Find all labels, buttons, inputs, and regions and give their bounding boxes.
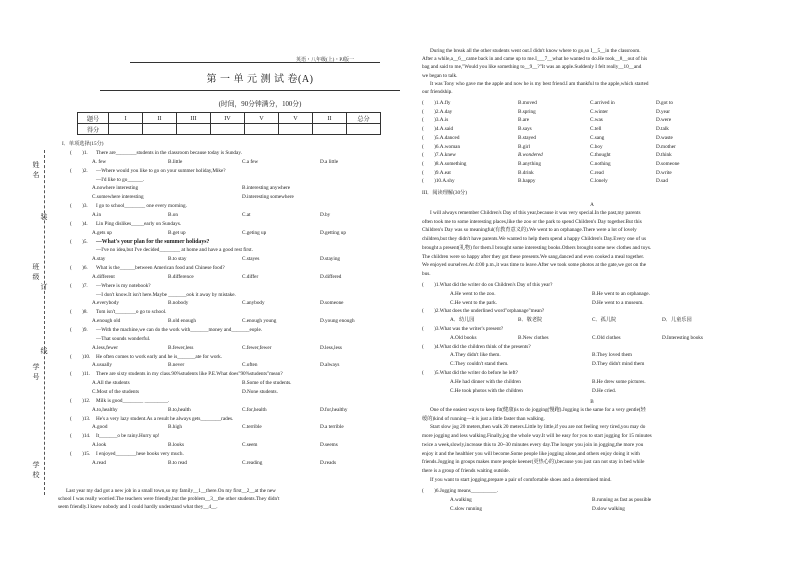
cloze-option-row [422, 170, 782, 177]
question-number[interactable]: ( )5. [70, 238, 88, 245]
option[interactable]: A.stay [92, 256, 106, 263]
option[interactable]: B.high [168, 424, 182, 431]
option[interactable]: B.looks [168, 442, 184, 449]
question-number[interactable]: ( )8. [70, 309, 88, 316]
score-input-cell[interactable] [143, 124, 177, 135]
answer-row [70, 336, 400, 343]
score-cell: III [177, 113, 211, 124]
score-input-cell[interactable] [211, 124, 245, 135]
option[interactable]: B.difference [168, 273, 194, 280]
binding-label: 姓名 [32, 161, 40, 179]
option[interactable]: B.anything [518, 160, 541, 167]
binding-label: 班级 [32, 263, 40, 281]
option[interactable]: B．敬老院 [518, 317, 543, 324]
course-line: 英语・八年级(上)・РJ版一 [296, 58, 355, 63]
option[interactable]: D.always [320, 362, 340, 369]
options-row [70, 256, 400, 263]
option[interactable]: B.girl [518, 143, 530, 150]
score-value-row [78, 124, 381, 135]
option[interactable]: A.to,healthy [92, 406, 118, 413]
question-number[interactable]: ( )3. [70, 203, 88, 210]
answer-row [70, 292, 400, 299]
option[interactable]: D.Interesting books [662, 334, 703, 341]
passage-line: seem friendly.I knew nobody and I could hardly understand what they__4__. [58, 504, 218, 511]
option[interactable]: B.New clothes [518, 334, 549, 341]
passage-line: It was Tony who gave me the apple and now he is my best friend.I am thankful to the apple,which started [430, 80, 649, 87]
option[interactable]: C.arrived in [590, 100, 615, 106]
passage-line: children,but they didn't have parents.We wanted to help them spend a happy Children's Day.Every one of us [422, 236, 646, 243]
option[interactable]: A.usually [92, 362, 113, 369]
cloze-question[interactable]: ( )6.A.woman [422, 143, 461, 150]
options-row [70, 389, 400, 396]
cloze-question[interactable]: ( )10.A.shy [422, 178, 455, 185]
question-row [70, 168, 400, 175]
cloze-question[interactable]: ( )2.A.day [422, 108, 453, 115]
question-number[interactable]: ( )11. [70, 371, 91, 378]
option[interactable]: D.less,less [320, 344, 342, 351]
option[interactable]: C.was [590, 117, 603, 124]
cloze-question[interactable]: ( )7.A.knew [422, 152, 456, 159]
cloze-option-row [422, 144, 782, 151]
passage-line: there is a group of friends waiting outside. [422, 467, 510, 474]
question-text: Lin Ping dislikes_____early on Sundays. [96, 220, 182, 227]
score-cell: 得分 [78, 124, 109, 135]
question-text: There are sixty students in my class.90%students like P.E.What does"90%students"mean? [96, 371, 283, 378]
option[interactable]: C.He went to the park. [450, 299, 497, 306]
option[interactable]: D.a little [320, 158, 339, 165]
option[interactable]: C.lonely [590, 178, 608, 185]
option[interactable]: D.reads [320, 459, 336, 466]
option[interactable]: A.different [92, 273, 115, 280]
options-row [70, 380, 400, 387]
option[interactable]: A.walking [450, 496, 472, 503]
question-text: There are________students in the classroom because today is Sunday. [96, 150, 242, 156]
option[interactable]: D.staying [320, 256, 341, 263]
option[interactable]: D.write [656, 169, 672, 176]
option[interactable]: B.to,health [168, 406, 191, 413]
options-row [70, 194, 400, 201]
option[interactable]: D.They didn't mind them [592, 361, 645, 368]
question-text: He's a very lazy student.As a result he always gets________rades. [96, 415, 234, 422]
option[interactable]: B.interesting anywhere [242, 185, 291, 192]
passage-line: Children's Day was so meaningful(有教育意义的).We went to an orphanage.There were a lot of lovely [422, 227, 637, 234]
passage-line: After a while,a__6__came back in and came up to me.I___7__what he wanted to do.He took__8__out of his [422, 56, 648, 63]
passage-line: We enjoyed ourselves.At 4:00 p.m.,it was time to leave.After we took some photos at the gate,we got on the [422, 262, 647, 269]
passage-line: school I was really worried.The teachers were friendly,but the problem__3__the other students.They didn't [58, 496, 280, 503]
question-row [422, 344, 782, 351]
passage-line: friends.Jogging in groups makes more people keener(更热心的),because you just can not stay in bed while [422, 459, 645, 466]
option[interactable]: B.little [168, 158, 183, 165]
option[interactable]: C.He took photos with the children [450, 387, 523, 394]
option[interactable]: C.thought [590, 152, 611, 159]
option[interactable]: A.look [92, 442, 107, 449]
passage-line: The children were so happy after they got these presents.We sang,danced and even cooked a meal together. [422, 253, 645, 260]
answer-prompt: —I'd like to go______. [96, 176, 145, 183]
cloze-question[interactable]: ( )3.A.is [422, 117, 449, 124]
option[interactable]: D.differed [320, 273, 342, 280]
option[interactable]: C.for,health [242, 406, 267, 413]
question-row [70, 433, 400, 440]
options-row [70, 424, 400, 431]
options-row [70, 212, 400, 219]
option[interactable]: D.slow walking [592, 505, 625, 512]
binding-line [44, 150, 45, 495]
option[interactable]: B.to read [168, 459, 188, 466]
option[interactable]: A.nowhere interesting [92, 185, 139, 192]
cloze-option-row [422, 117, 782, 124]
question-number[interactable]: ( )1. [70, 150, 88, 156]
score-cell: II [313, 113, 347, 124]
passage-line: enjoy it and the healthier you will become.Some people like jogging alone,and others enjoy doing it with [422, 450, 640, 457]
option[interactable]: C.They couldn't stand them. [450, 361, 509, 368]
option[interactable]: D.year [656, 108, 670, 115]
passage-line: Start slow jog 20 meters,then walk 20 meters.Little by little,if you are not feeling very tired,you may do [430, 424, 646, 431]
cloze-option-row [422, 109, 782, 116]
option[interactable]: C．孤儿院 [592, 317, 617, 324]
option[interactable]: D.talk [656, 126, 669, 133]
option[interactable]: C.geting up [242, 229, 267, 236]
question-row [70, 327, 400, 334]
question-text[interactable]: ( )4.What did the children think of the presents? [422, 343, 531, 350]
question-number[interactable]: ( )15. [70, 450, 91, 457]
option[interactable]: C.tell [590, 126, 602, 133]
options-row [70, 460, 400, 467]
page-subtitle: (时间，90分钟满分，100分) [218, 101, 302, 108]
passage-line: our friendship. [422, 89, 453, 95]
question-text: —Where is my notebook? [96, 282, 151, 289]
score-header-row [78, 113, 381, 124]
question-text: I go to school________ one every morning. [96, 203, 187, 210]
option[interactable]: D.for,healthy [320, 406, 348, 413]
option[interactable]: B.They loved them [592, 352, 632, 359]
cloze-question[interactable]: ( )8.A.something [422, 160, 467, 167]
options-row [422, 300, 782, 307]
answer-prompt: —That sounds wonderful. [96, 335, 151, 342]
options-row [70, 274, 400, 281]
cloze-question[interactable]: ( )5.A.danced [422, 134, 460, 141]
option[interactable]: D.He went to a museum. [592, 299, 644, 306]
question-row [422, 282, 782, 289]
question-number[interactable]: ( )9. [70, 327, 88, 333]
option[interactable]: A.He went to the zoo. [450, 290, 496, 297]
option[interactable]: C.nothing [590, 160, 611, 167]
passage-line: 缓的)kind of running—it is just a little faster than walking. [422, 415, 545, 422]
cloze-option-row [422, 135, 782, 142]
options-row [422, 352, 782, 359]
score-table [77, 112, 381, 135]
option[interactable]: D.mother [656, 143, 676, 150]
option[interactable]: C.fewer,fewer [242, 344, 272, 351]
score-cell: 总分 [347, 113, 381, 124]
answer-row [70, 247, 400, 254]
option[interactable]: B.He went to an orphanage. [592, 290, 650, 297]
option[interactable]: A．幼儿园 [450, 317, 475, 324]
option[interactable]: D．儿童乐园 [662, 317, 692, 324]
option[interactable]: D.someone [656, 160, 680, 167]
score-input-cell[interactable] [347, 124, 381, 135]
option[interactable]: C.anybody [242, 300, 265, 307]
option[interactable]: D.were [656, 117, 672, 124]
question-text[interactable]: ( )5.What did the writer do before he left? [422, 370, 518, 376]
option[interactable]: A. few [92, 158, 107, 165]
options-row [422, 379, 782, 386]
option[interactable]: B.happy [518, 178, 536, 185]
option[interactable]: C.seem [242, 442, 258, 449]
question-text: Tom isn't________o go to school. [96, 309, 167, 316]
option[interactable]: C.at [242, 211, 251, 218]
option[interactable]: A.gets up [92, 229, 112, 236]
options-row [422, 361, 782, 368]
question-text[interactable]: ( )2.What does the underlined word"orphanage"mean? [422, 308, 545, 315]
question-row [70, 239, 400, 246]
question-row [70, 398, 400, 405]
option[interactable]: C.reading [242, 459, 263, 466]
question-row [70, 283, 400, 290]
question-row [422, 326, 782, 333]
option[interactable]: D.None students. [242, 388, 278, 395]
answer-prompt: —I've no idea,but I've decided________ at home and have a good rest first. [96, 247, 253, 254]
passage-line: During the break all the other students went out.I didn't know where to go,so I__5__in the classroom. [430, 48, 641, 54]
cloze-option-row [422, 152, 782, 159]
passage-line: more jogging and less walking.Finally,jog the whole way.It will be easy for you to start jogging for 15 minutes [422, 433, 652, 440]
passage-line: One of the easiest ways to keep fit(健康)is to do jogging(慢跑).Jogging is the same for a very gentle(轻 [430, 407, 646, 413]
question-row [70, 371, 400, 378]
option[interactable]: C.differ [242, 273, 259, 280]
question-text[interactable]: ( )3.What was the writer's present? [422, 326, 504, 332]
option[interactable]: B.He drew some pictures. [592, 378, 646, 385]
binding-label: 订 [40, 283, 48, 291]
option[interactable]: C.boy [590, 143, 603, 150]
options-row [70, 362, 400, 369]
option[interactable]: C.read [590, 169, 604, 176]
title-rule [100, 90, 400, 91]
options-row [422, 506, 782, 513]
question-text: What is the______between American food and Chinese food? [96, 265, 225, 272]
option[interactable]: C.terrible [242, 424, 262, 431]
option[interactable]: C.enough young [242, 318, 277, 325]
score-cell: I [109, 113, 143, 124]
option[interactable]: B.old enough [168, 318, 196, 325]
question-number[interactable]: ( )6. [70, 265, 88, 272]
cloze-option-row [422, 178, 782, 185]
question-row [70, 221, 400, 228]
option[interactable]: C.Old clothes [592, 334, 621, 341]
score-cell: II [143, 113, 177, 124]
option[interactable]: B.spring [518, 108, 536, 115]
page-title: 第 一 单 元 测 试 卷(A) [206, 74, 314, 85]
score-input-cell[interactable] [177, 124, 211, 135]
option[interactable]: B.to stay [168, 256, 187, 263]
passage-line: brought a present(礼物) for them.I brought some interesting books.Others brought some new clothes and toys. [422, 244, 652, 251]
passage-line: bus. [422, 270, 431, 277]
options-row [422, 388, 782, 395]
passage-line: we began to talk. [422, 72, 458, 79]
single-choice-section [70, 150, 400, 480]
option[interactable]: A.everybody [92, 300, 119, 307]
passage-line: If you want to start jogging,prepare a pair of comfortable shoes and a determined mind. [430, 476, 612, 483]
question-row [422, 308, 782, 315]
option[interactable]: D.interesting somewhere [242, 194, 294, 201]
question-row [70, 150, 400, 157]
score-input-cell[interactable] [245, 124, 279, 135]
binding-label: 学号 [32, 363, 40, 381]
option[interactable]: B.says [518, 126, 532, 133]
passage-line: often took me to some interesting places,like the zoo or the park to spend Children's Day together.But this [422, 218, 642, 225]
option[interactable]: D.seems [320, 442, 338, 449]
cloze-option-row [422, 161, 782, 168]
options-row [422, 317, 782, 324]
options-row [70, 185, 400, 192]
option[interactable]: C.somewhere interesting [92, 194, 144, 201]
score-cell: V [279, 113, 313, 124]
question-row [70, 203, 400, 210]
score-input-cell[interactable] [313, 124, 347, 135]
option[interactable]: D.young enough [320, 318, 355, 325]
option[interactable]: C.winter [590, 108, 609, 115]
score-cell: IV [211, 113, 245, 124]
passage-b-label: B [590, 399, 594, 405]
option[interactable]: A.He had dinner with the children [450, 378, 521, 385]
option[interactable]: B.never [168, 362, 185, 369]
answer-row [70, 177, 400, 184]
question-number[interactable]: ( )14. [70, 433, 91, 440]
question-number[interactable]: ( )13. [70, 415, 91, 422]
question-number[interactable]: ( )2. [70, 167, 88, 174]
option[interactable]: B.stayed [518, 134, 537, 141]
passage-line: twice a week,slowly,increase this to 20~30 minutes every day.The longer you join in jogging,the more you [422, 441, 644, 448]
score-input-cell[interactable] [279, 124, 313, 135]
options-row [70, 442, 400, 449]
passage-a-label: A [590, 202, 594, 208]
options-row [422, 497, 782, 504]
question-text: —Where would you like to go on your summer holiday,Mike? [96, 167, 226, 174]
option[interactable]: A.read [92, 459, 106, 466]
options-row [70, 159, 400, 166]
option[interactable]: D.think [656, 152, 672, 159]
question-row [70, 309, 400, 316]
binding-label: 学校 [32, 461, 40, 479]
answer-prompt: —I don't know.It isn't here.Maybe _______ook it away by mistake. [96, 291, 236, 298]
option[interactable]: B.drink [518, 169, 534, 176]
option[interactable]: C.stayes [242, 256, 260, 263]
option[interactable]: C.Most of the students [92, 388, 139, 395]
question-row [70, 416, 400, 423]
cloze-option-row [422, 126, 782, 133]
options-row [70, 300, 400, 307]
option[interactable]: A.They didn't like them. [450, 352, 501, 359]
question-number[interactable]: ( )10. [70, 353, 91, 360]
question-text: Milk is good________ _________. [96, 397, 170, 404]
score-cell: 题号 [78, 113, 109, 124]
option[interactable]: B.Some of the students. [242, 380, 292, 387]
option[interactable]: B.nobody [168, 300, 189, 307]
question-row [70, 354, 400, 361]
binding-label: 线 [40, 347, 48, 355]
question-text: He often comes to work early and he is_______ate for work. [96, 353, 223, 360]
option[interactable]: B.wondered [518, 152, 543, 159]
section-heading: I．单项选择(15分) [62, 141, 104, 147]
option[interactable]: A.enough old [92, 318, 121, 325]
option[interactable]: A.less,fewer [92, 344, 118, 351]
question-text: —What's your plan for the summer holidays? [96, 238, 210, 245]
option[interactable]: C.often [242, 362, 258, 369]
option[interactable]: B.moved [518, 100, 537, 106]
score-input-cell[interactable] [109, 124, 143, 135]
option[interactable]: B.running as fast as possible [592, 496, 652, 503]
option[interactable]: B.get up [168, 229, 186, 236]
options-row [70, 230, 400, 237]
options-row [70, 407, 400, 414]
question-text[interactable]: ( )6.Jogging means__________. [422, 488, 498, 494]
option[interactable]: C.slow running [450, 505, 482, 512]
passage-line: bag and said to me,"Would you like something to__9__?"It was an apple.Suddenly I felt really__10__and [422, 64, 642, 71]
question-row [70, 451, 400, 458]
option[interactable]: C.a few [242, 158, 259, 165]
options-row [70, 345, 400, 352]
option[interactable]: C.sang [590, 134, 605, 141]
cloze-question[interactable]: ( )1.A.fly [422, 100, 451, 106]
option[interactable]: D.getting up [320, 229, 346, 236]
option[interactable]: B.are [518, 117, 530, 124]
option[interactable]: D.waste [656, 134, 673, 141]
option[interactable]: A.good [92, 424, 108, 431]
question-row [422, 488, 782, 495]
cloze-option-row [422, 100, 782, 107]
option[interactable]: D.someone [320, 300, 344, 307]
question-text: I enjoyed________hese books very much. [96, 450, 184, 457]
option[interactable]: D.a terrible [320, 424, 344, 431]
option[interactable]: A.Old books [450, 334, 477, 341]
passage-line: I will always remember Children's Day of this year,because it was very special.In the past,my parents [430, 210, 641, 216]
question-text: —With the machine,we can do the work with_______money and_______eople. [96, 327, 263, 333]
question-row [70, 265, 400, 272]
option[interactable]: B.on [168, 211, 178, 218]
options-row [422, 335, 782, 342]
question-row [422, 370, 782, 377]
cloze-question[interactable]: ( )9.A.eat [422, 169, 451, 176]
reading-heading: III．阅读理解(30分) [422, 190, 467, 196]
cloze-question[interactable]: ( )4.A.said [422, 126, 454, 133]
option[interactable]: D.sad [656, 178, 668, 185]
option[interactable]: A.All the students [92, 380, 130, 387]
option[interactable]: D.by [320, 211, 331, 218]
question-text: It_______o be rainy.Hurry up! [96, 433, 160, 440]
options-row [422, 291, 782, 298]
passage-line: Last year my dad got a new job in a small town,so my family__1__there.On my first__2__at the new [66, 488, 276, 494]
question-text[interactable]: ( )1.What did the writer do on Children's Day of this year? [422, 282, 553, 288]
score-cell: V [245, 113, 279, 124]
binding-label: 装 [40, 213, 48, 221]
options-row [70, 318, 400, 325]
option[interactable]: D.He cried. [592, 387, 617, 394]
question-number[interactable]: ( )7. [70, 282, 88, 289]
question-number[interactable]: ( )12. [70, 397, 91, 404]
option[interactable]: B.fewer,less [168, 344, 194, 351]
question-number[interactable]: ( )4. [70, 220, 88, 227]
option[interactable]: D.got to [656, 100, 674, 106]
option[interactable]: A.in [92, 211, 102, 218]
